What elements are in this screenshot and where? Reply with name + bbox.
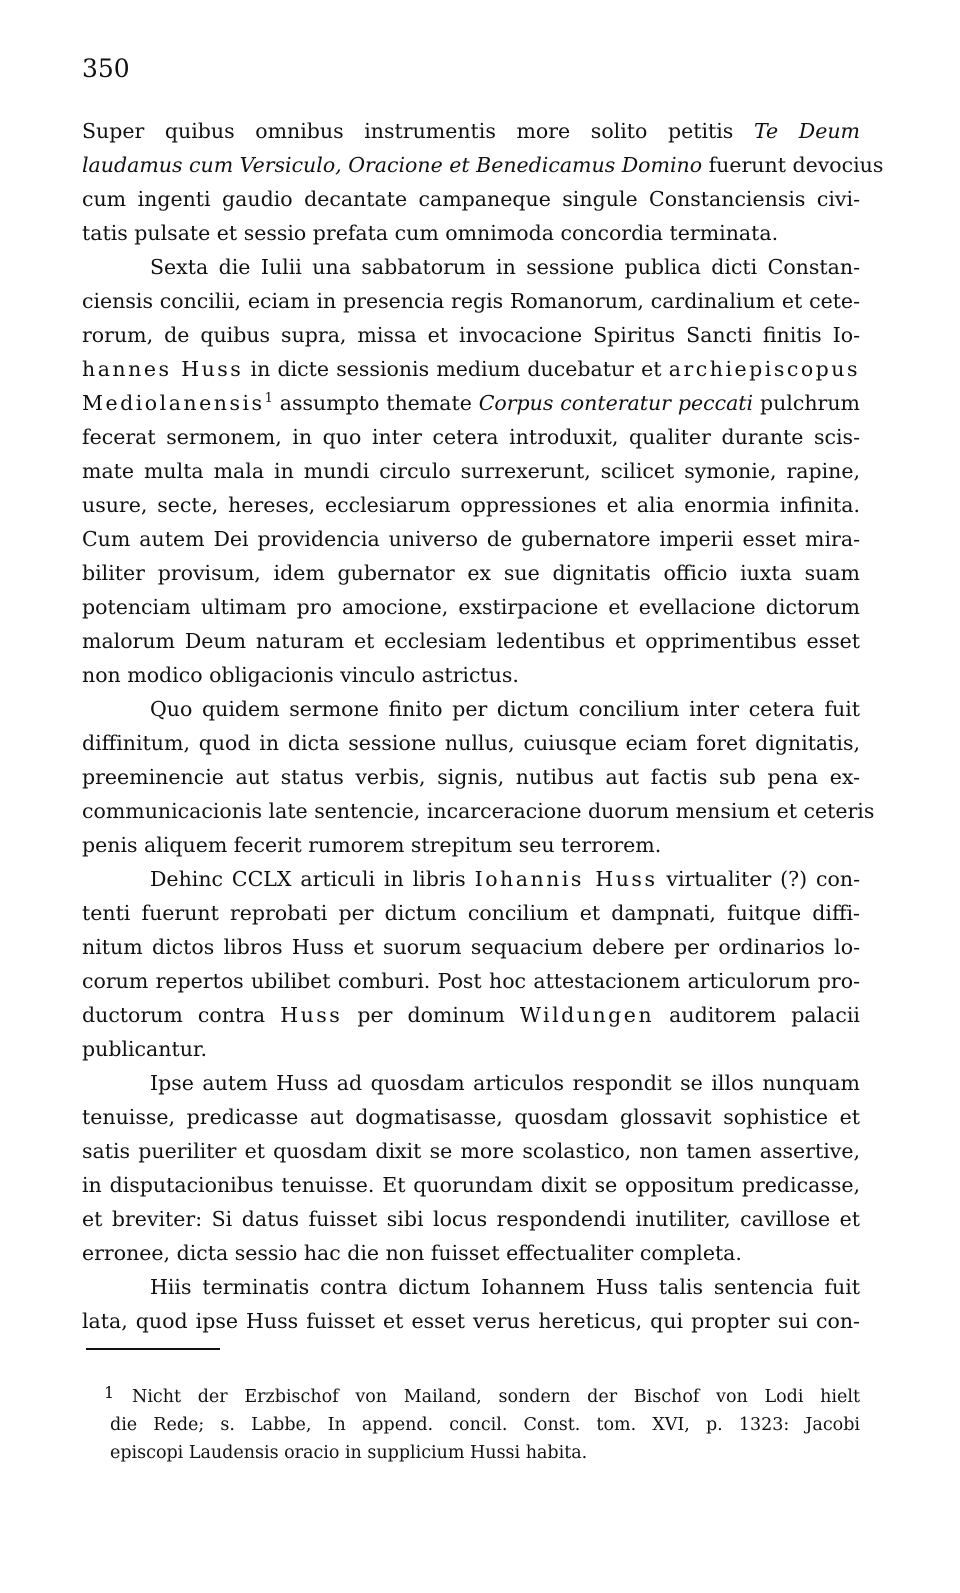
footnote-line: Nicht der Erzbischof von Mailand, sondern der Bischof von Lodi hielt xyxy=(132,1387,860,1407)
text-line xyxy=(82,1100,860,1134)
text-line xyxy=(82,828,860,862)
text-run: potenciam ultimam pro amocione, exstirpacione et evellacione dictorum xyxy=(82,595,860,619)
text-run: Cum autem Dei providencia universo de gubernatore imperii esset mira- xyxy=(82,527,860,551)
text-run: ciensis concilii, eciam in presencia regis Romanorum, cardinalium et cete- xyxy=(82,289,860,313)
text-run: tenuisse, predicasse aut dogmatisasse, quosdam glossavit sophistice et xyxy=(82,1105,860,1129)
text-line xyxy=(82,692,860,726)
text-line xyxy=(82,182,860,216)
italic-phrase: laudamus cum Versiculo, Oracione et Benedicamus Domino xyxy=(82,153,703,177)
text-run: Quo quidem sermone finito per dictum concilium inter cetera fuit xyxy=(150,697,860,721)
text-line xyxy=(82,1168,860,1202)
text-line xyxy=(82,590,860,624)
text-run: preeminencie aut status verbis, signis, nutibus aut factis sub pena ex- xyxy=(82,765,860,789)
text-run: in dicte sessionis medium ducebatur et xyxy=(243,357,669,381)
text-run: Super quibus omnibus instrumentis more solito petitis xyxy=(82,119,754,143)
spaced-name: Wildungen xyxy=(519,1003,655,1027)
text-line xyxy=(82,1134,860,1168)
text-line xyxy=(82,250,860,284)
text-run: fecerat sermonem, in quo inter cetera introduxit, qualiter durante scis- xyxy=(82,425,860,449)
italic-phrase: Te Deum xyxy=(753,119,860,143)
text-line xyxy=(82,1066,860,1100)
text-run: tatis pulsate et sessio prefata cum omnimoda concordia terminata. xyxy=(82,221,779,245)
spaced-name: hannes Huss xyxy=(82,357,244,381)
text-line xyxy=(82,930,860,964)
text-run: biliter provisum, idem gubernator ex sue dignitatis officio iuxta suam xyxy=(82,561,860,585)
footnote-reference: 1 xyxy=(264,391,273,407)
text-run: et breviter: Si datus fuisset sibi locus respondendi inutiliter, cavillose et xyxy=(82,1207,860,1231)
text-line xyxy=(82,284,860,318)
text-run: non modico obligacionis vinculo astrictus. xyxy=(82,663,519,687)
footnote-divider xyxy=(86,1348,220,1350)
text-run: Dehinc CCLX articuli in libris xyxy=(150,867,475,891)
text-line xyxy=(82,522,860,556)
text-line xyxy=(82,1032,860,1066)
text-run: mate multa mala in mundi circulo surrexerunt, scilicet symonie, rapine, xyxy=(82,459,860,483)
text-line xyxy=(82,1202,860,1236)
text-run: auditorem palacii xyxy=(654,1003,860,1027)
text-run: Sexta die Iulii una sabbatorum in sessione publica dicti Constan- xyxy=(150,255,860,279)
italic-phrase: Corpus conteratur peccati xyxy=(478,391,754,415)
text-line xyxy=(82,658,860,692)
text-run: per dominum xyxy=(342,1003,520,1027)
main-text xyxy=(82,114,884,1338)
text-run: Ipse autem Huss ad quosdam articulos respondit se illos nunquam xyxy=(150,1071,860,1095)
text-run: assumpto themate xyxy=(272,391,479,415)
footnote-line: episcopi Laudensis oracio in supplicium Hussi habita. xyxy=(110,1443,588,1463)
text-line xyxy=(82,1270,860,1304)
text-run: usure, secte, hereses, ecclesiarum oppressiones et alia enormia infinita. xyxy=(82,493,860,517)
spaced-name: Mediolanensis xyxy=(82,391,265,415)
text-line xyxy=(82,726,860,760)
footnote-marker: 1 xyxy=(104,1383,115,1402)
text-line xyxy=(82,624,860,658)
text-line xyxy=(82,760,860,794)
text-run: diffinitum, quod in dicta sessione nullus, cuiusque eciam foret dignitatis, xyxy=(82,731,860,755)
text-run: nitum dictos libros Huss et suorum sequacium debere per ordinarios lo- xyxy=(82,935,860,959)
text-run: cum ingenti gaudio decantate campaneque singule Constanciensis civi- xyxy=(82,187,860,211)
footnote-line: die Rede; s. Labbe, In append. concil. Const. tom. XVI, p. 1323: Jacobi xyxy=(110,1415,860,1435)
text-run: corum repertos ubilibet comburi. Post hoc attestacionem articulorum pro- xyxy=(82,969,860,993)
text-line xyxy=(82,998,860,1032)
text-run: Hiis terminatis contra dictum Iohannem Huss talis sentencia fuit xyxy=(150,1275,860,1299)
text-run: tenti fuerunt reprobati per dictum concilium et dampnati, fuitque diffi- xyxy=(82,901,860,925)
text-run: rorum, de quibus supra, missa et invocacione Spiritus Sancti finitis Io- xyxy=(82,323,860,347)
text-line xyxy=(82,454,860,488)
text-run: virtualiter (?) con- xyxy=(657,867,861,891)
text-run: satis pueriliter et quosdam dixit se more scolastico, non tamen assertive, xyxy=(82,1139,860,1163)
spaced-name: Iohannis Huss xyxy=(474,867,658,891)
text-run: publicantur. xyxy=(82,1037,207,1061)
page-number: 350 xyxy=(82,54,130,83)
text-line xyxy=(82,1236,860,1270)
footnotes xyxy=(104,1383,860,1467)
text-run: communicacionis late sentencie, incarceracione duorum mensium et ceteris xyxy=(82,799,875,823)
text-run: penis aliquem fecerit rumorem strepitum seu terrorem. xyxy=(82,833,662,857)
text-run: lata, quod ipse Huss fuisset et esset verus hereticus, qui propter sui con- xyxy=(82,1309,860,1333)
text-line xyxy=(82,556,860,590)
text-run: pulchrum xyxy=(753,391,860,415)
text-run: in disputacionibus tenuisse. Et quorundam dixit se oppositum predicasse, xyxy=(82,1173,860,1197)
text-line xyxy=(82,896,860,930)
text-line xyxy=(82,386,860,420)
spaced-name: archiepiscopus xyxy=(668,357,861,381)
text-line xyxy=(82,148,884,182)
text-run: erronee, dicta sessio hac die non fuisset effectualiter completa. xyxy=(82,1241,742,1265)
text-run: ductorum contra xyxy=(82,1003,281,1027)
text-line xyxy=(82,352,860,386)
text-run: fuerunt devocius xyxy=(702,153,884,177)
text-line xyxy=(82,318,860,352)
text-line xyxy=(82,216,860,250)
text-run: malorum Deum naturam et ecclesiam ledentibus et opprimentibus esset xyxy=(82,629,860,653)
text-line xyxy=(82,420,860,454)
spaced-name: Huss xyxy=(280,1003,343,1027)
text-line xyxy=(82,794,875,828)
text-line xyxy=(82,964,860,998)
text-line xyxy=(82,488,860,522)
text-line xyxy=(82,862,860,896)
text-line xyxy=(82,1304,860,1338)
text-line xyxy=(82,114,860,148)
